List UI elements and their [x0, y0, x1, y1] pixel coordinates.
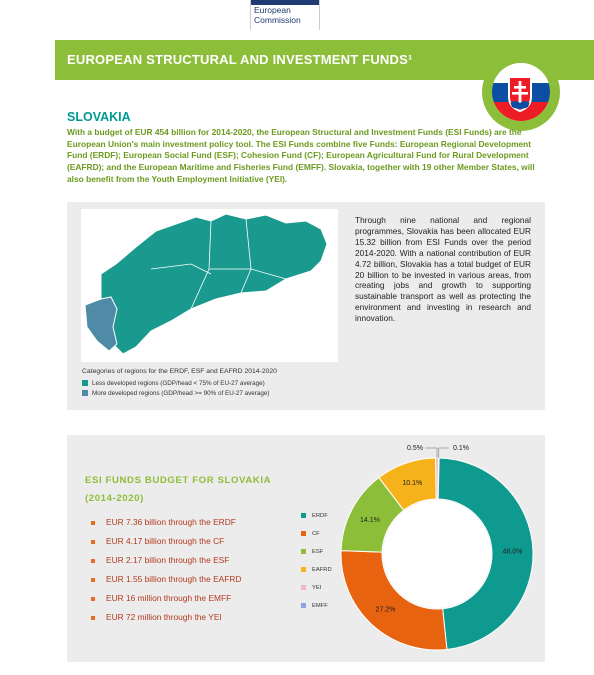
- legend-label: YEI: [312, 585, 322, 592]
- legend-swatch: [301, 513, 306, 518]
- intro-paragraph: With a budget of EUR 454 billion for 2014-2020, the European Structural and Investment Funds (ESI Funds) are the European Union's main investment policy tool. The ESI Funds combine five Funds: European Regional Development Fund (ERDF); European Social Fund (ESF); Cohesion Fund (CF); European Agricultural Fund for Rural Development (EAFRD); and the European Maritime and Fisheries Fund (EMFF). Slovakia, together with 19 other Member States, will also benefit from the Youth Employment Initiative (YEI).: [67, 127, 535, 184]
- chart-legend-item-cf: [301, 531, 320, 537]
- data-label-esf: 14.1%: [360, 516, 380, 524]
- logo-line1: European: [254, 5, 291, 15]
- chart-legend-item-eafrd: [301, 567, 332, 573]
- legend-swatch: [82, 380, 88, 386]
- bullet-icon: [91, 616, 95, 620]
- data-label-erdf: 48.0%: [502, 548, 523, 556]
- categories-title: Categories of regions for the ERDF, ESF and EAFRD 2014-2020: [82, 368, 277, 375]
- logo-line2: Commission: [254, 15, 301, 25]
- budget-panel: [67, 435, 545, 662]
- legend-swatch: [301, 603, 306, 608]
- legend-swatch: [301, 585, 306, 590]
- legend-label: More developed regions (GDP/head >= 90% of EU-27 average): [92, 390, 270, 397]
- data-label-yei: 0.5%: [407, 445, 423, 452]
- budget-item: [91, 517, 236, 527]
- budget-item-text: EUR 2.17 billion through the ESF: [106, 555, 230, 565]
- legend-label: EMFF: [312, 603, 328, 610]
- bullet-icon: [91, 578, 95, 582]
- budget-title: [85, 472, 315, 508]
- budget-item-text: EUR 4.17 billion through the CF: [106, 536, 225, 546]
- allocation-description: Through nine national and regional programmes, Slovakia has been allocated EUR 15.32 billion from ESI Funds over the period 2014-2020. With a national contribution of EUR 4.72 billion, Slovakia has a total budget of EUR 20 billion to be invested in various areas, from creating jobs and growth to supporting sustainable transport as well as protecting the environment and investing in research and innovation.: [355, 215, 531, 324]
- budget-item: [91, 555, 229, 565]
- data-label-eafrd: 10.1%: [402, 480, 423, 488]
- logo-text: [254, 5, 301, 25]
- esi-funds-donut-chart: [340, 445, 540, 657]
- bullet-icon: [91, 540, 95, 544]
- banner-title: EUROPEAN STRUCTURAL AND INVESTMENT FUNDS¹: [67, 52, 413, 67]
- legend-label: ESF: [312, 549, 324, 556]
- data-label-cf: 27.2%: [375, 606, 396, 614]
- chart-legend-item-erdf: [301, 513, 328, 519]
- european-commission-logo: [250, 0, 320, 30]
- bullet-icon: [91, 597, 95, 601]
- budget-title-line2: (2014-2020): [85, 493, 144, 504]
- region-map: [81, 209, 338, 362]
- legend-label: ERDF: [312, 513, 328, 520]
- legend-swatch: [301, 567, 306, 572]
- budget-item-text: EUR 1.55 billion through the EAFRD: [106, 574, 242, 584]
- legend-swatch: [82, 390, 88, 396]
- budget-item-text: EUR 72 million through the YEI: [106, 612, 222, 622]
- donut-hole: [383, 500, 491, 608]
- budget-item: [91, 612, 222, 622]
- chart-legend-item-esf: [301, 549, 323, 555]
- flag-badge: [482, 53, 560, 131]
- budget-item-text: EUR 16 million through the EMFF: [106, 593, 232, 603]
- legend-label: CF: [312, 531, 320, 538]
- legend-label: EAFRD: [312, 567, 332, 574]
- chart-legend-item-emff: [301, 603, 328, 609]
- budget-title-line1: ESI FUNDS BUDGET FOR SLOVAKIA: [85, 475, 272, 486]
- slovakia-flag-icon: [492, 63, 550, 121]
- budget-item: [91, 593, 231, 603]
- country-heading: SLOVAKIA: [67, 110, 131, 124]
- bullet-icon: [91, 559, 95, 563]
- legend-label: Less developed regions (GDP/head < 75% of EU-27 average): [92, 380, 265, 387]
- budget-item-text: EUR 7.36 billion through the ERDF: [106, 517, 236, 527]
- more-developed-region-shape: [85, 297, 117, 351]
- budget-item: [91, 536, 224, 546]
- legend-swatch: [301, 549, 306, 554]
- data-label-emff: 0.1%: [453, 445, 469, 452]
- chart-legend-item-yei: [301, 585, 321, 591]
- legend-more-developed: [82, 390, 269, 397]
- map-panel: [67, 202, 545, 410]
- legend-less-developed: [82, 380, 265, 387]
- less-developed-region-shape: [101, 214, 327, 354]
- budget-item: [91, 574, 241, 584]
- bullet-icon: [91, 521, 95, 525]
- legend-swatch: [301, 531, 306, 536]
